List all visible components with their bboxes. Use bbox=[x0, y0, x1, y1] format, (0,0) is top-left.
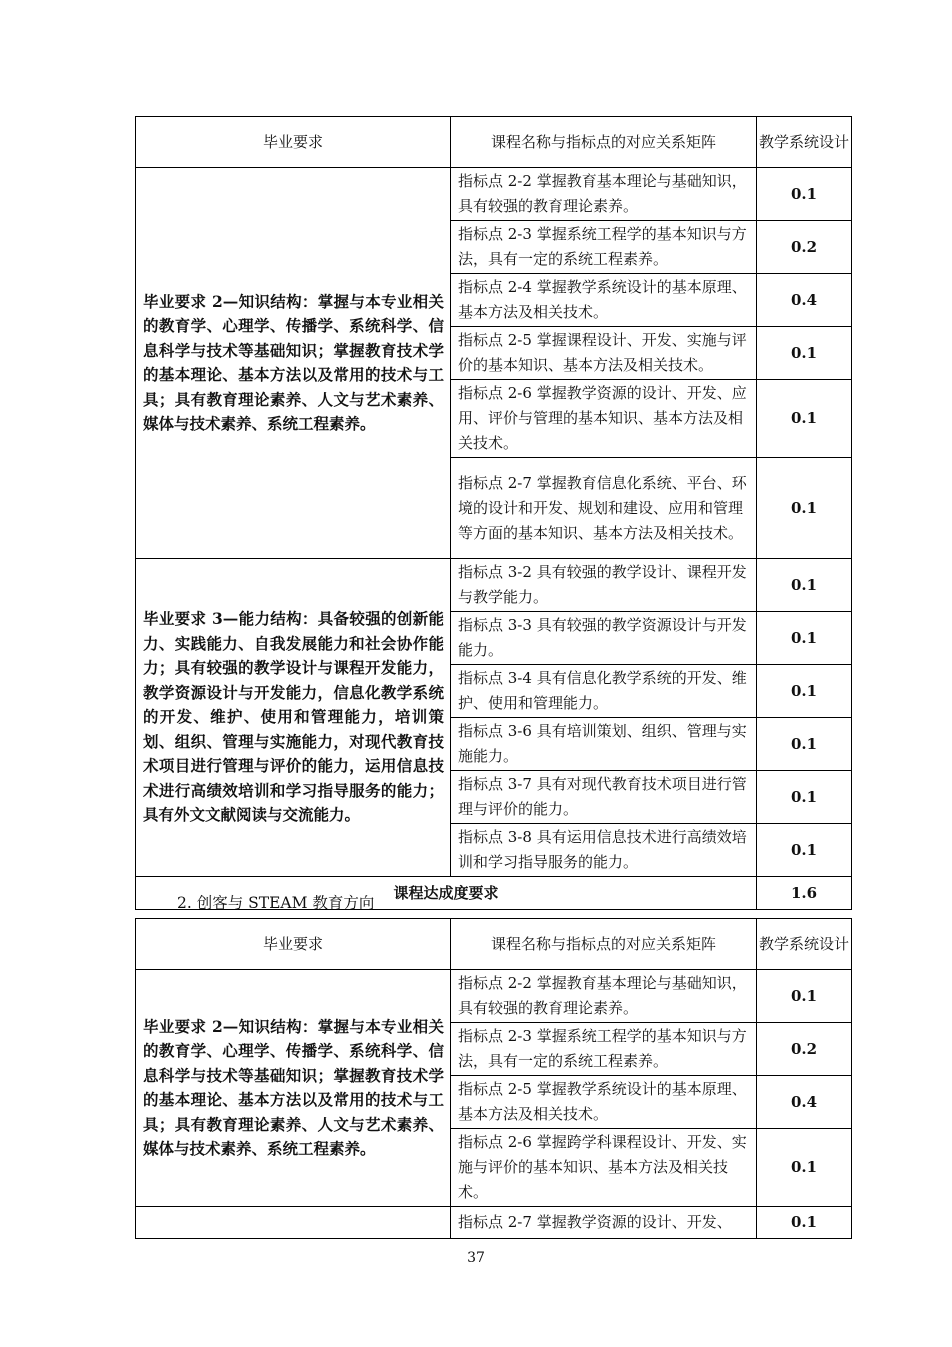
page-number: 37 bbox=[467, 1250, 485, 1266]
attainment-table-2 bbox=[135, 918, 852, 1239]
indicator-cell: 指标点 3-3 具有较强的教学资源设计与开发能力。 bbox=[451, 612, 757, 665]
indicator-cell: 指标点 2-3 掌握系统工程学的基本知识与方法，具有一定的系统工程素养。 bbox=[451, 221, 757, 274]
weight-cell: 0.4 bbox=[757, 274, 852, 327]
weight-cell: 0.1 bbox=[757, 380, 852, 458]
header-requirement: 毕业要求 bbox=[136, 117, 451, 168]
indicator-cell: 指标点 3-4 具有信息化教学系统的开发、维护、使用和管理能力。 bbox=[451, 665, 757, 718]
weight-cell: 0.1 bbox=[757, 771, 852, 824]
total-label: 课程达成度要求 bbox=[136, 877, 757, 910]
requirement-cell: 毕业要求 3—能力结构：具备较强的创新能力、实践能力、自我发展能力和社会协作能力；具有较强的教学设计与课程开发能力，教学资源设计与开发能力，信息化教学系统的开发、维护、使用和管理能力，培训策划、组织、管理与实施能力，对现代教育技术项目进行管理与评价的能力，运用信息技术进行高绩效培训和学习指导服务的能力；具有外文文献阅读与交流能力。 bbox=[136, 559, 451, 877]
table-row bbox=[136, 970, 852, 1023]
total-value: 1.6 bbox=[757, 877, 852, 910]
weight-cell: 0.2 bbox=[757, 1023, 852, 1076]
indicator-cell: 指标点 2-5 掌握课程设计、开发、实施与评价的基本知识、基本方法及相关技术。 bbox=[451, 327, 757, 380]
table-row bbox=[136, 1207, 852, 1239]
indicator-cell: 指标点 3-7 具有对现代教育技术项目进行管理与评价的能力。 bbox=[451, 771, 757, 824]
indicator-cell: 指标点 2-7 掌握教学资源的设计、开发、 bbox=[451, 1207, 757, 1239]
weight-cell: 0.1 bbox=[757, 327, 852, 380]
indicator-cell: 指标点 3-2 具有较强的教学设计、课程开发与教学能力。 bbox=[451, 559, 757, 612]
requirement-cell: 毕业要求 2—知识结构：掌握与本专业相关的教育学、心理学、传播学、系统科学、信息科学与技术等基础知识；掌握教育技术学的基本理论、基本方法以及常用的技术与工具；具有教育理论素养、人文与艺术素养、媒体与技术素养、系统工程素养。 bbox=[136, 168, 451, 559]
weight-cell: 0.1 bbox=[757, 665, 852, 718]
weight-cell: 0.1 bbox=[757, 824, 852, 877]
indicator-cell: 指标点 2-4 掌握教学系统设计的基本原理、基本方法及相关技术。 bbox=[451, 274, 757, 327]
weight-cell: 0.1 bbox=[757, 1207, 852, 1239]
weight-cell: 0.1 bbox=[757, 612, 852, 665]
indicator-cell: 指标点 2-3 掌握系统工程学的基本知识与方法，具有一定的系统工程素养。 bbox=[451, 1023, 757, 1076]
requirement-cell-empty bbox=[136, 1207, 451, 1239]
indicator-cell: 指标点 3-6 具有培训策划、组织、管理与实施能力。 bbox=[451, 718, 757, 771]
weight-cell: 0.1 bbox=[757, 718, 852, 771]
table-header-row bbox=[136, 919, 852, 970]
indicator-cell: 指标点 2-6 掌握跨学科课程设计、开发、实施与评价的基本知识、基本方法及相关技术。 bbox=[451, 1129, 757, 1207]
attainment-table-1 bbox=[135, 116, 852, 910]
header-requirement: 毕业要求 bbox=[136, 919, 451, 970]
table-row bbox=[136, 168, 852, 221]
indicator-cell: 指标点 2-7 掌握教育信息化系统、平台、环境的设计和开发、规划和建设、应用和管理等方面的基本知识、基本方法及相关技术。 bbox=[451, 458, 757, 559]
weight-cell: 0.1 bbox=[757, 559, 852, 612]
weight-cell: 0.1 bbox=[757, 458, 852, 559]
requirement-cell: 毕业要求 2—知识结构：掌握与本专业相关的教育学、心理学、传播学、系统科学、信息科学与技术等基础知识；掌握教育技术学的基本理论、基本方法以及常用的技术与工具；具有教育理论素养、人文与艺术素养、媒体与技术素养、系统工程素养。 bbox=[136, 970, 451, 1207]
weight-cell: 0.2 bbox=[757, 221, 852, 274]
indicator-cell: 指标点 2-2 掌握教育基本理论与基础知识，具有较强的教育理论素养。 bbox=[451, 168, 757, 221]
indicator-cell: 指标点 2-2 掌握教育基本理论与基础知识，具有较强的教育理论素养。 bbox=[451, 970, 757, 1023]
weight-cell: 0.1 bbox=[757, 970, 852, 1023]
indicator-cell: 指标点 3-8 具有运用信息技术进行高绩效培训和学习指导服务的能力。 bbox=[451, 824, 757, 877]
table-header-row bbox=[136, 117, 852, 168]
weight-cell: 0.4 bbox=[757, 1076, 852, 1129]
indicator-cell: 指标点 2-6 掌握教学资源的设计、开发、应用、评价与管理的基本知识、基本方法及相关技术。 bbox=[451, 380, 757, 458]
weight-cell: 0.1 bbox=[757, 1129, 852, 1207]
table-row bbox=[136, 559, 852, 612]
section-title: 2. 创客与 STEAM 教育方向 bbox=[177, 894, 375, 912]
header-course: 教学系统设计 bbox=[757, 919, 852, 970]
header-matrix: 课程名称与指标点的对应关系矩阵 bbox=[451, 117, 757, 168]
indicator-cell: 指标点 2-5 掌握教学系统设计的基本原理、基本方法及相关技术。 bbox=[451, 1076, 757, 1129]
header-course: 教学系统设计 bbox=[757, 117, 852, 168]
header-matrix: 课程名称与指标点的对应关系矩阵 bbox=[451, 919, 757, 970]
weight-cell: 0.1 bbox=[757, 168, 852, 221]
